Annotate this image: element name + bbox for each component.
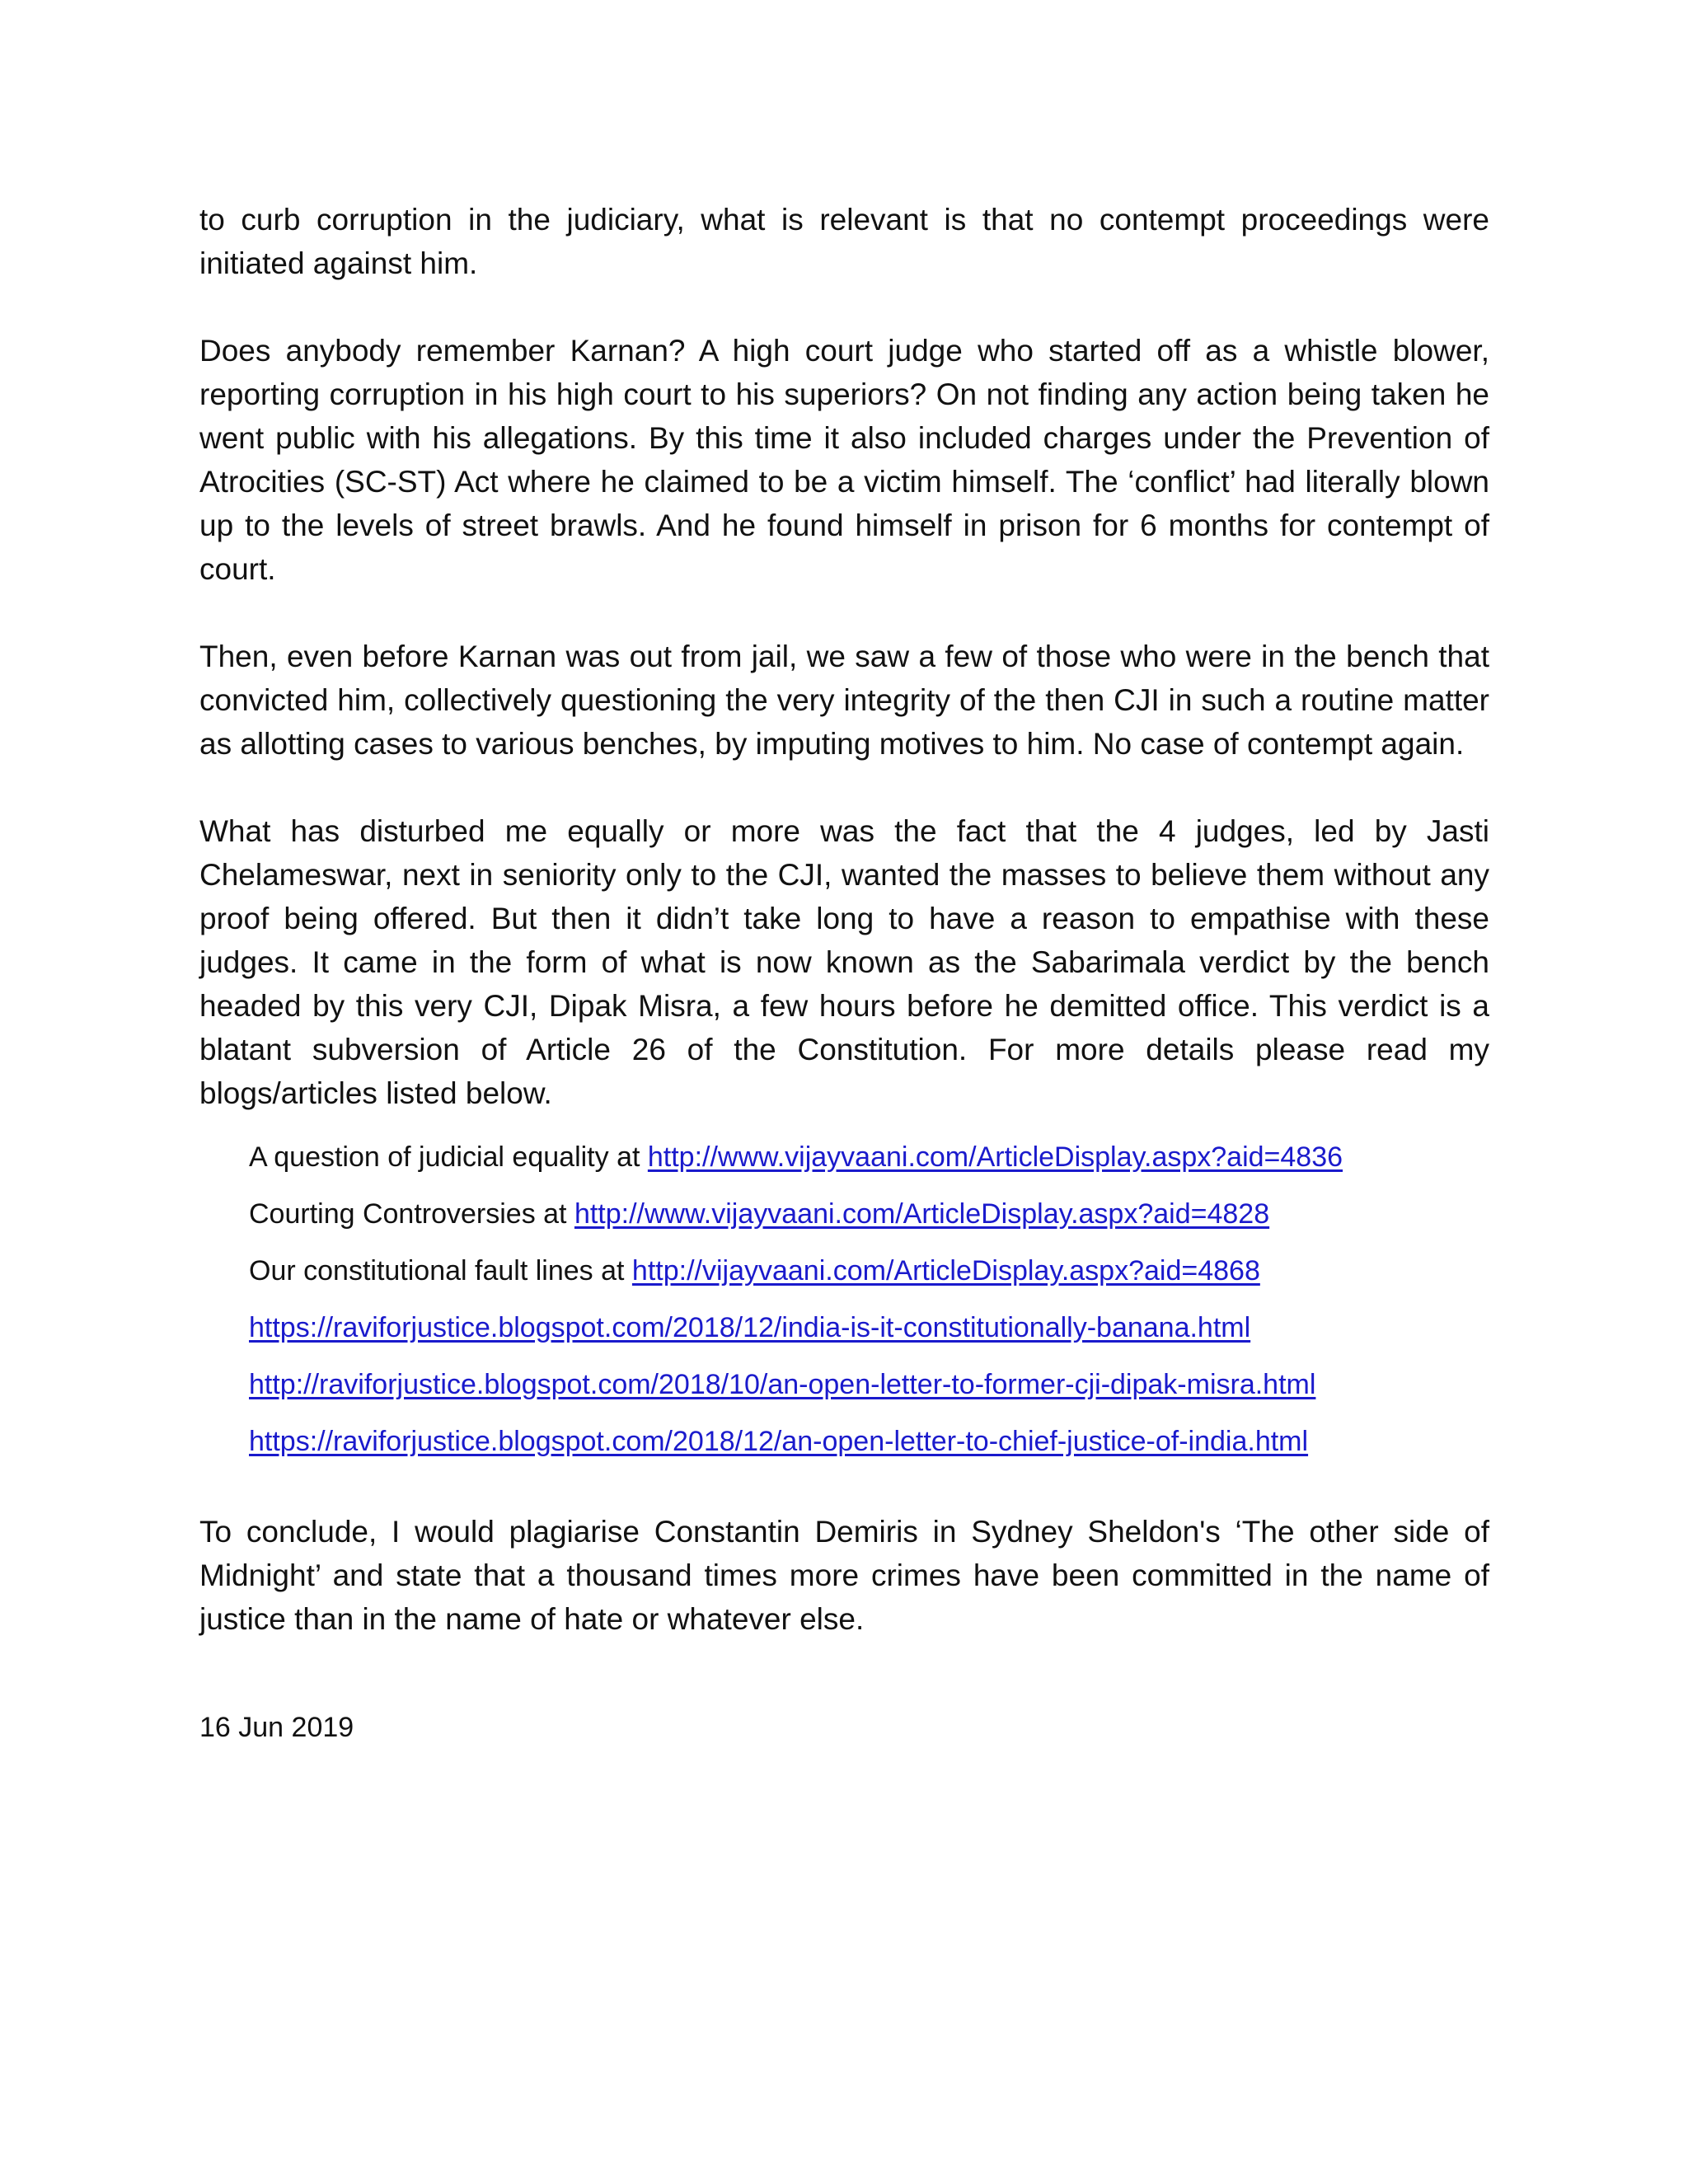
article-link-list [249, 1129, 1489, 1470]
link-item-banana [249, 1300, 1489, 1357]
link-item-judicial-equality [249, 1129, 1489, 1186]
paragraph-karnan: Does anybody remember Karnan? A high court judge who started off as a whistle blower, reporting corruption in his high court to his superiors? On not finding any action being taken he went public with his allegations. By this time it also included charges under the Prevention of Atrocities (SC-ST) Act where he claimed to be a victim himself. The ‘conflict’ had literally blown up to the levels of street brawls. And he found himself in prison for 6 months for contempt of court. [199, 334, 1489, 586]
paragraph-conclusion: To conclude, I would plagiarise Constantin Demiris in Sydney Sheldon's ‘The other side of Midnight’ and state that a thousand times more crimes have been committed in the name of justice than in the name of hate or whatever else. [199, 1515, 1489, 1636]
link-item-chief-justice [249, 1413, 1489, 1470]
link-fault-lines[interactable]: http://vijayvaani.com/ArticleDisplay.aspx?aid=4868 [631, 1255, 1260, 1286]
link-judicial-equality[interactable]: http://www.vijayvaani.com/ArticleDisplay.aspx?aid=4836 [647, 1141, 1343, 1173]
link-label: Our constitutional fault lines at [249, 1255, 632, 1286]
link-label: Courting Controversies at [249, 1198, 574, 1230]
link-item-former-cji [249, 1357, 1489, 1413]
document-date: 16 Jun 2019 [199, 1712, 354, 1743]
document-body [199, 198, 1489, 1748]
link-label: A question of judicial equality at [249, 1141, 648, 1173]
link-courting-controversies[interactable]: http://www.vijayvaani.com/ArticleDisplay.aspx?aid=4828 [574, 1198, 1270, 1230]
link-item-courting-controversies [249, 1186, 1489, 1243]
link-item-fault-lines [249, 1243, 1489, 1300]
link-open-letter-former-cji[interactable]: http://raviforjustice.blogspot.com/2018/10/an-open-letter-to-former-cji-dipak-misra.html [249, 1369, 1316, 1400]
link-open-letter-chief-justice[interactable]: https://raviforjustice.blogspot.com/2018/12/an-open-letter-to-chief-justice-of-india.html [249, 1426, 1309, 1457]
link-constitutionally-banana[interactable]: https://raviforjustice.blogspot.com/2018/12/india-is-it-constitutionally-banana.html [249, 1312, 1251, 1343]
paragraph-corruption: to curb corruption in the judiciary, what is relevant is that no contempt proceedings were initiated against him. [199, 203, 1489, 280]
paragraph-four-judges: What has disturbed me equally or more was the fact that the 4 judges, led by Jasti Chelameswar, next in seniority only to the CJI, wanted the masses to believe them without any proof being offered. But then it didn’t take long to have a reason to empathise with these judges. It came in the form of what is now known as the Sabarimala verdict by the bench headed by this very CJI, Dipak Misra, a few hours before he demitted office. This verdict is a blatant subversion of Article 26 of the Constitution. For more details please read my blogs/articles listed below. [199, 814, 1489, 1110]
paragraph-bench: Then, even before Karnan was out from jail, we saw a few of those who were in the bench that convicted him, collectively questioning the very integrity of the then CJI in such a routine matter as allotting cases to various benches, by imputing motives to him. No case of contempt again. [199, 640, 1489, 761]
